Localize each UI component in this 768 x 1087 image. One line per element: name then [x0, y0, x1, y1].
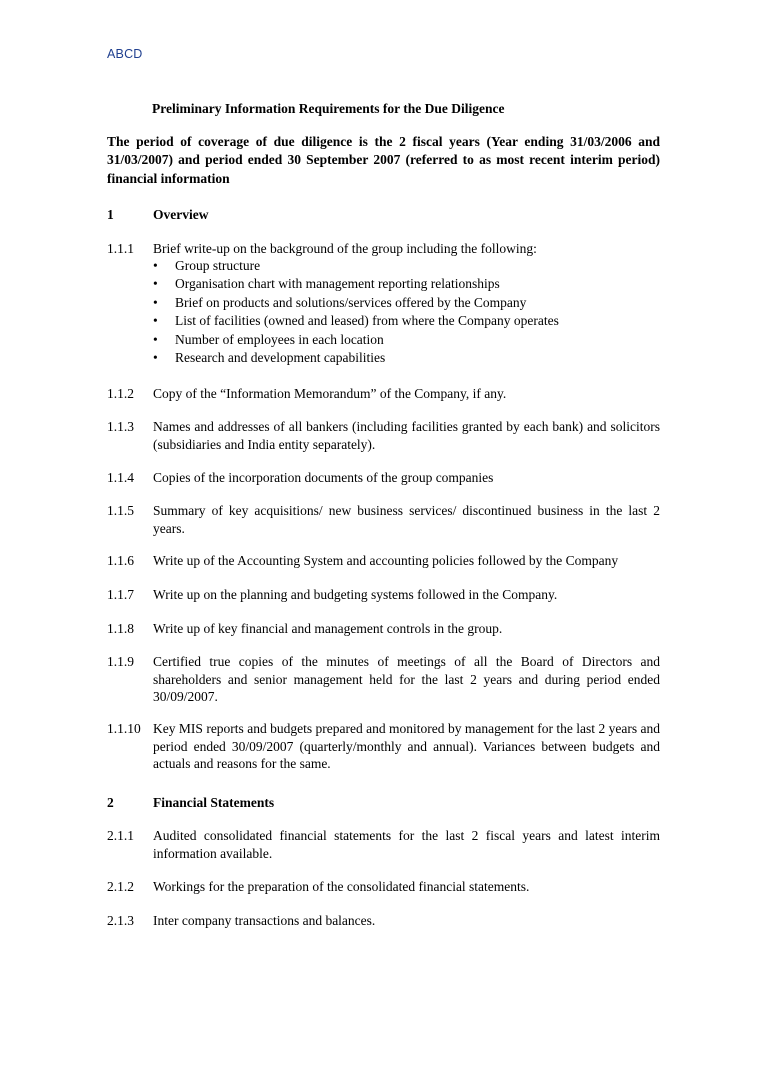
section-heading: Overview — [153, 207, 209, 222]
item-text: Copy of the “Information Memorandum” of the Company, if any. — [153, 386, 507, 401]
item-number: 1.1.7 — [107, 587, 134, 602]
item-number: 1.1.5 — [107, 503, 134, 518]
list-item — [153, 294, 660, 312]
bullet-text: List of facilities (owned and leased) from where the Company operates — [175, 313, 559, 329]
list-item — [153, 257, 660, 275]
bullet-text: Group structure — [175, 258, 261, 273]
list-item — [153, 312, 660, 330]
item-number: 1.1.4 — [107, 470, 134, 485]
list-item — [153, 331, 660, 349]
section-number: 2 — [107, 795, 114, 810]
item-text: Audited consolidated financial statements for the last 2 fiscal years and latest interim information available. — [153, 828, 660, 861]
document-title: Preliminary Information Requirements for the Due Diligence — [152, 101, 505, 116]
item-text: Brief write-up on the background of the group including the following: — [153, 241, 537, 256]
bullet-icon: • — [153, 294, 158, 310]
item-text: Certified true copies of the minutes of meetings of all the Board of Directors and shareholders and senior management held for the last 2 years and during period ended 30/09/2007. — [153, 654, 660, 704]
item-number: 1.1.8 — [107, 621, 134, 636]
item-text: Names and addresses of all bankers (including facilities granted by each bank) and solicitors (subsidiaries and India entity separately). — [153, 419, 660, 452]
item-number: 1.1.10 — [107, 721, 141, 736]
bullet-icon: • — [153, 350, 158, 366]
item-text: Write up of key financial and management controls in the group. — [153, 621, 503, 636]
item-text: Key MIS reports and budgets prepared and monitored by management for the last 2 years and period ended 30/09/2007 (quarterly/monthly and annual). Variances between budgets and actuals and reasons for the same. — [153, 721, 660, 771]
list-item — [153, 275, 660, 293]
bullet-icon: • — [153, 258, 158, 273]
item-text: Workings for the preparation of the consolidated financial statements. — [153, 879, 530, 894]
item-number: 1.1.1 — [107, 241, 134, 256]
bullet-icon: • — [153, 276, 158, 292]
section-heading: Financial Statements — [153, 795, 275, 810]
company-header: ABCD — [107, 47, 143, 61]
list-item — [153, 349, 660, 367]
item-number: 2.1.1 — [107, 828, 134, 843]
item-text: Write up of the Accounting System and accounting policies followed by the Company — [153, 553, 619, 568]
item-number: 2.1.3 — [107, 913, 134, 928]
item-text: Copies of the incorporation documents of the group companies — [153, 470, 494, 485]
section-number: 1 — [107, 207, 114, 222]
item-text: Write up on the planning and budgeting systems followed in the Company. — [153, 587, 558, 602]
bullet-icon: • — [153, 313, 158, 329]
bullet-icon: • — [153, 331, 158, 347]
item-text: Inter company transactions and balances. — [153, 913, 376, 928]
item-number: 2.1.2 — [107, 879, 134, 894]
bullet-text: Organisation chart with management reporting relationships — [175, 276, 500, 292]
bullet-text: Number of employees in each location — [175, 331, 384, 347]
item-number: 1.1.2 — [107, 386, 134, 401]
bullet-text: Research and development capabilities — [175, 350, 386, 366]
coverage-paragraph: The period of coverage of due diligence is the 2 fiscal years (Year ending 31/03/2006 and 31/03/2007) and period ended 30 September 2007 (referred to as most recent interim period) financial information — [107, 134, 660, 186]
item-number: 1.1.9 — [107, 654, 134, 669]
overview-bullet-list — [153, 257, 660, 367]
item-text: Summary of key acquisitions/ new business services/ discontinued business in the last 2 years. — [153, 503, 660, 536]
bullet-text: Brief on products and solutions/services offered by the Company — [175, 294, 527, 310]
item-number: 1.1.6 — [107, 553, 134, 568]
item-number: 1.1.3 — [107, 419, 134, 434]
